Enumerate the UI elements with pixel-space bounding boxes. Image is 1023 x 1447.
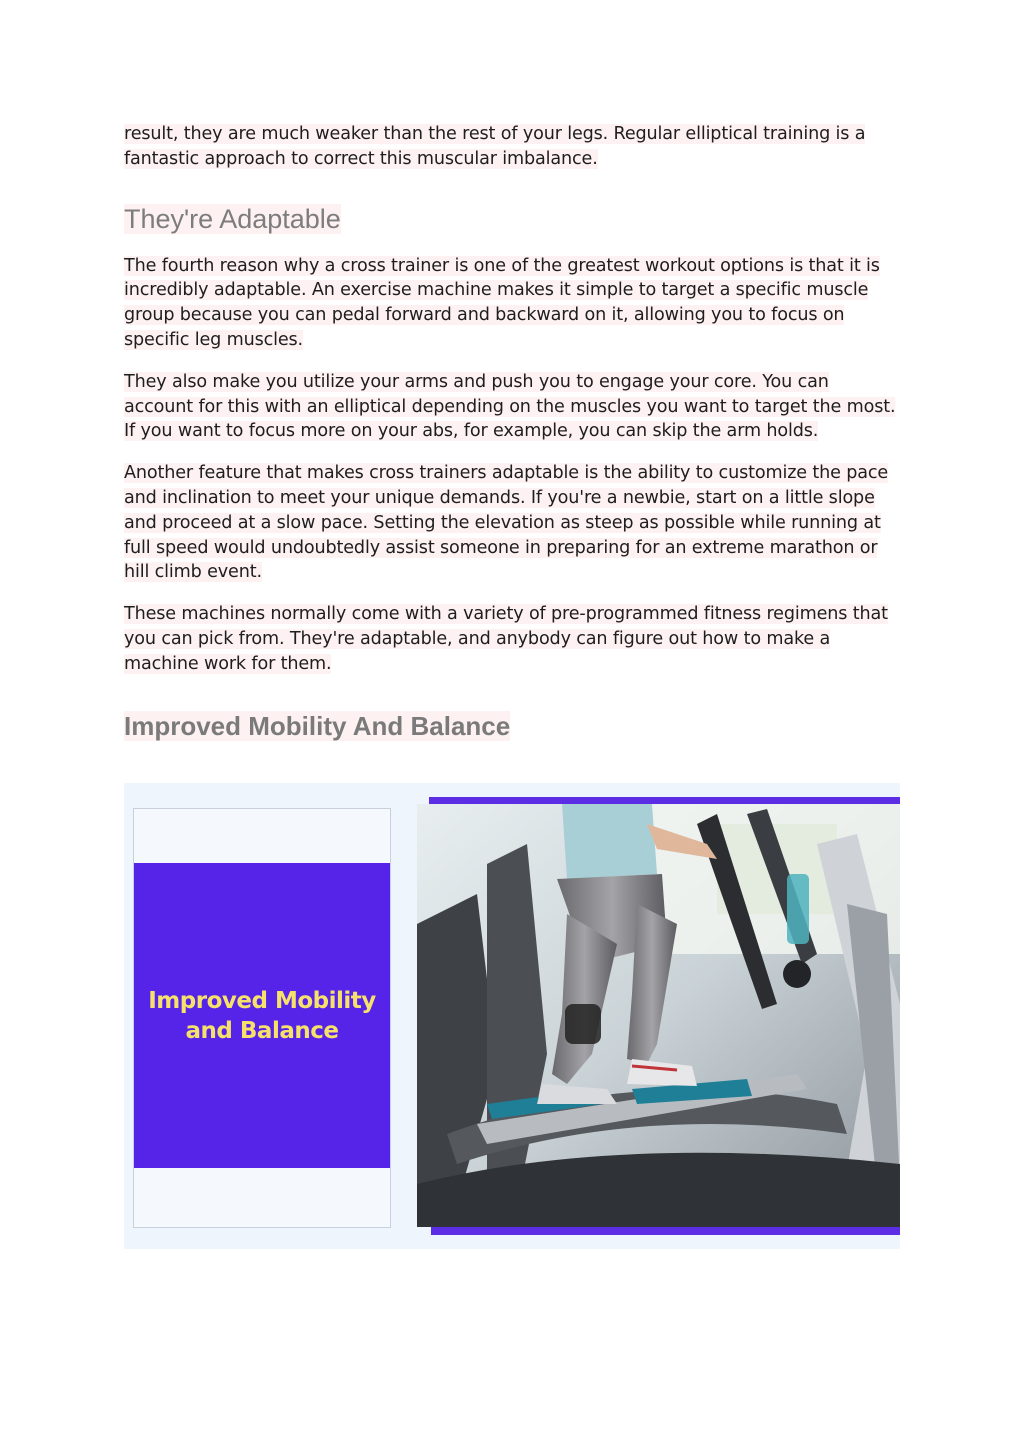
paragraph-adaptable-4: These machines normally come with a variety of pre-programmed fitness regimens that you can pick from. They're adaptable, and anybody can figure out how to make a machine work for them. xyxy=(124,604,888,674)
photo-frame-bottom xyxy=(431,1227,900,1235)
title-card xyxy=(133,808,391,1228)
heading-mobility: Improved Mobility And Balance xyxy=(124,710,511,741)
paragraph-intro: result, they are much weaker than the rest of your legs. Regular elliptical training is a fantastic approach to correct this muscular imbalance. xyxy=(124,124,866,169)
paragraph-adaptable-1: The fourth reason why a cross trainer is one of the greatest workout options is that it is incredibly adaptable. An exercise machine makes it simple to target a specific muscle group because you can pedal forward and backward on it, allowing you to focus on specific leg muscles. xyxy=(124,255,880,350)
paragraph-adaptable-2: They also make you utilize your arms and push you to engage your core. You can account for this with an elliptical depending on the muscles you want to target the most. If you want to focus more on your abs, for example, you can skip the arm holds. xyxy=(124,371,896,442)
title-card-band xyxy=(134,863,390,1168)
elliptical-photo xyxy=(417,797,900,1235)
paragraph-adaptable-3: Another feature that makes cross trainers adaptable is the ability to customize the pace and inclination to meet your unique demands. If you're a newbie, start on a little slope and proceed at a slow pace. Setting the elevation as steep as possible while running at full speed would undoubtedly assist someone in preparing for an extreme marathon or hill climb event. xyxy=(124,463,889,583)
mobility-figure xyxy=(124,783,900,1249)
title-card-text: Improved Mobility and Balance xyxy=(148,987,376,1044)
document-body xyxy=(124,122,900,759)
heading-adaptable: They're Adaptable xyxy=(124,203,341,234)
elliptical-trainer-photo xyxy=(417,804,900,1227)
